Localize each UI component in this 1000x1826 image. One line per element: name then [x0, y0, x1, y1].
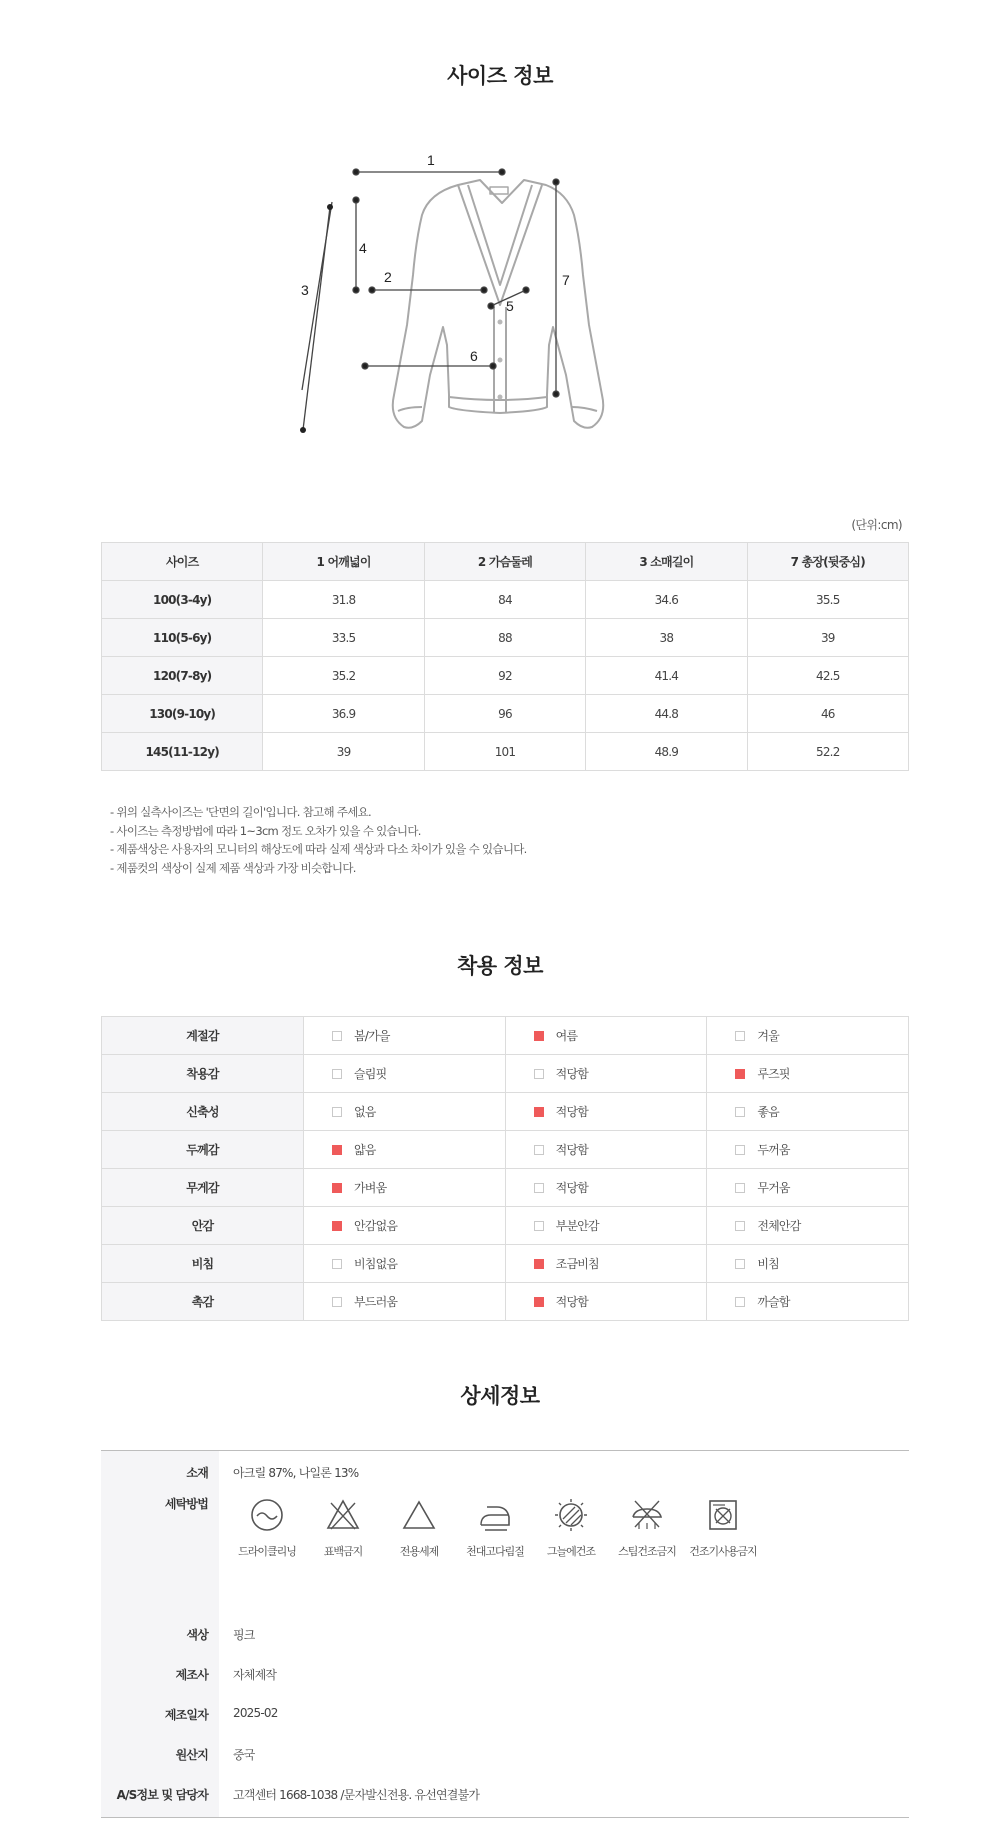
fit-row-label: 비침 [102, 1245, 304, 1283]
header-sleeve: 3 소매길이 [586, 543, 747, 581]
checked-box-icon [332, 1221, 342, 1231]
checked-box-icon [534, 1107, 544, 1117]
label-3: 3 [301, 282, 309, 298]
detail-value: 자체제작 [233, 1668, 277, 1682]
fit-option [304, 1169, 506, 1207]
label-4: 4 [359, 240, 367, 256]
detail-label: 제조사 [101, 1653, 219, 1693]
unchecked-box-icon [332, 1107, 342, 1117]
table-row: 120(7-8y) 35.2 92 41.4 42.5 [102, 657, 909, 695]
checked-box-icon [534, 1031, 544, 1041]
fit-option-label: 가벼움 [354, 1181, 387, 1195]
label-2: 2 [384, 269, 392, 285]
fit-option [505, 1207, 707, 1245]
checked-box-icon [332, 1183, 342, 1193]
fit-row [102, 1207, 909, 1245]
fit-option-label: 부드러움 [354, 1295, 398, 1309]
fit-option-label: 적당함 [555, 1143, 589, 1157]
fit-option-label: 겨울 [757, 1029, 779, 1043]
sleeve-measure-line [290, 195, 350, 445]
fit-option-label: 좋음 [757, 1105, 779, 1119]
detail-label: 원산지 [101, 1733, 219, 1773]
header-shoulder: 1 어깨넓이 [263, 543, 424, 581]
unchecked-box-icon [735, 1297, 745, 1307]
fit-option-label: 까슬함 [757, 1295, 790, 1309]
unchecked-box-icon [735, 1145, 745, 1155]
fit-option [707, 1017, 909, 1055]
label-6: 6 [470, 348, 478, 364]
shade-dry-icon [553, 1497, 589, 1533]
detail-section-title: 상세정보 [460, 1384, 540, 1408]
fit-option [505, 1017, 707, 1055]
fit-option [505, 1169, 707, 1207]
no-tumble-dry-icon [705, 1497, 741, 1533]
unchecked-box-icon [534, 1069, 544, 1079]
fit-row-label: 촉감 [102, 1283, 304, 1321]
fit-option-label: 적당함 [555, 1067, 589, 1081]
wash-item: 천대고다림질 [457, 1497, 533, 1559]
no-steam-dry-icon [629, 1497, 665, 1533]
label-5: 5 [506, 298, 514, 314]
washing-icons [229, 1491, 909, 1559]
header-size: 사이즈 [102, 543, 263, 581]
fit-option-label: 비침 [757, 1257, 779, 1271]
detergent-icon [401, 1497, 437, 1533]
cardigan-outline [393, 180, 604, 428]
fit-section-title: 착용 정보 [457, 954, 543, 978]
fit-row [102, 1283, 909, 1321]
unchecked-box-icon [534, 1183, 544, 1193]
fit-option-label: 비침없음 [354, 1257, 398, 1271]
fit-row [102, 1017, 909, 1055]
fit-option [707, 1245, 909, 1283]
header-chest: 2 가슴둘레 [424, 543, 585, 581]
fit-option [304, 1207, 506, 1245]
note-item: - 사이즈는 측정방법에 따라 1~3cm 정도 오차가 있을 수 있습니다. [110, 823, 421, 838]
detail-value: 중국 [233, 1748, 255, 1762]
fit-option-label: 없음 [354, 1105, 376, 1119]
fit-option [304, 1055, 506, 1093]
detail-table [101, 1450, 909, 1818]
fit-option-label: 조금비침 [555, 1257, 599, 1271]
note-item: - 제품컷의 색상이 실제 제품 색상과 가장 비슷합니다. [110, 860, 356, 875]
fit-option [304, 1093, 506, 1131]
unchecked-box-icon [735, 1183, 745, 1193]
fit-row-label: 착용감 [102, 1055, 304, 1093]
detail-row [101, 1693, 909, 1733]
fit-option-label: 얇음 [354, 1143, 376, 1157]
fit-option [707, 1131, 909, 1169]
fit-option-label: 전체안감 [757, 1219, 801, 1233]
fit-option [707, 1207, 909, 1245]
no-bleach-icon [325, 1497, 361, 1533]
fit-option [707, 1055, 909, 1093]
fit-option-label: 무거움 [757, 1181, 790, 1195]
unchecked-box-icon [534, 1145, 544, 1155]
fit-row [102, 1055, 909, 1093]
fit-table [101, 1016, 909, 1321]
fit-row-label: 무게감 [102, 1169, 304, 1207]
fit-option [707, 1093, 909, 1131]
detail-label: 제조일자 [101, 1693, 219, 1733]
fit-option-label: 여름 [555, 1029, 578, 1043]
fit-option [304, 1131, 506, 1169]
checked-box-icon [332, 1145, 342, 1155]
fit-option [304, 1017, 506, 1055]
fit-option [707, 1283, 909, 1321]
fit-option [304, 1283, 506, 1321]
cardigan-buttons [498, 320, 503, 400]
wash-item: 전용세제 [381, 1497, 457, 1559]
detail-label: 색상 [101, 1613, 219, 1653]
unchecked-box-icon [534, 1221, 544, 1231]
size-section-title: 사이즈 정보 [447, 64, 553, 88]
fit-row [102, 1169, 909, 1207]
fit-row [102, 1245, 909, 1283]
detail-row [101, 1733, 909, 1773]
fit-row-label: 두께감 [102, 1131, 304, 1169]
dry-clean-icon [249, 1497, 285, 1533]
unchecked-box-icon [332, 1259, 342, 1269]
unchecked-box-icon [735, 1221, 745, 1231]
detail-label: A/S정보 및 담당자 [101, 1773, 219, 1817]
table-row: 145(11-12y) 39 101 48.9 52.2 [102, 733, 909, 771]
unchecked-box-icon [332, 1297, 342, 1307]
table-row: 100(3-4y) 31.8 84 34.6 35.5 [102, 581, 909, 619]
fit-row-label: 계절감 [102, 1017, 304, 1055]
fit-row [102, 1093, 909, 1131]
checked-box-icon [534, 1259, 544, 1269]
wash-item: 표백금지 [305, 1497, 381, 1559]
header-length: 7 총장(뒷중심) [747, 543, 908, 581]
fit-row-label: 안감 [102, 1207, 304, 1245]
size-notes [110, 803, 527, 877]
checked-box-icon [534, 1297, 544, 1307]
detail-value: 핑크 [233, 1628, 255, 1642]
detail-row [101, 1613, 909, 1653]
table-row: 110(5-6y) 33.5 88 38 39 [102, 619, 909, 657]
table-header-row [102, 543, 909, 581]
fit-option-label: 부분안감 [555, 1219, 599, 1233]
iron-icon [477, 1497, 513, 1533]
cardigan-measurement-diagram [301, 145, 680, 450]
detail-value: 2025-02 [233, 1706, 278, 1720]
fit-option-label: 적당함 [555, 1105, 589, 1119]
fit-option-label: 루즈핏 [757, 1067, 790, 1081]
fit-option [505, 1283, 707, 1321]
table-row: 130(9-10y) 36.9 96 44.8 46 [102, 695, 909, 733]
fit-option-label: 적당함 [555, 1295, 589, 1309]
unchecked-box-icon [332, 1031, 342, 1041]
detail-row-material [101, 1451, 909, 1491]
detail-row [101, 1653, 909, 1693]
fit-option [505, 1093, 707, 1131]
fit-option [304, 1245, 506, 1283]
wash-item: 스팀건조금지 [609, 1497, 685, 1559]
detail-row-washing [101, 1491, 909, 1613]
detail-label: 소재 [101, 1451, 219, 1491]
fit-row [102, 1131, 909, 1169]
unchecked-box-icon [735, 1031, 745, 1041]
note-item: - 제품색상은 사용자의 모니터의 해상도에 따라 실제 색상과 다소 차이가 있을 수 있습니다. [110, 842, 527, 856]
unit-label: (단위:cm) [851, 518, 902, 532]
detail-label: 세탁방법 [101, 1491, 219, 1613]
fit-option [505, 1055, 707, 1093]
fit-option-label: 슬림핏 [354, 1067, 387, 1081]
wash-item: 건조기사용금지 [685, 1497, 761, 1559]
unchecked-box-icon [332, 1069, 342, 1079]
fit-row-label: 신축성 [102, 1093, 304, 1131]
note-item: - 위의 실측사이즈는 '단면의 길이'입니다. 참고해 주세요. [110, 805, 372, 819]
unchecked-box-icon [735, 1107, 745, 1117]
fit-option [707, 1169, 909, 1207]
wash-item: 드라이클리닝 [229, 1497, 305, 1559]
checked-box-icon [735, 1069, 745, 1079]
wash-item: 그늘에건조 [533, 1497, 609, 1559]
detail-value: 아크릴 87%, 나일론 13% [233, 1466, 359, 1480]
size-table [101, 542, 909, 771]
fit-option [505, 1131, 707, 1169]
fit-option-label: 두꺼움 [757, 1143, 790, 1157]
label-1: 1 [427, 152, 435, 168]
fit-option-label: 안감없음 [354, 1219, 398, 1233]
fit-option-label: 적당함 [555, 1181, 589, 1195]
fit-option [505, 1245, 707, 1283]
detail-value: 고객센터 1668-1038 /문자발신전용. 유선연결불가 [233, 1788, 480, 1802]
fit-option-label: 봄/가을 [354, 1029, 390, 1043]
detail-row [101, 1773, 909, 1817]
label-7: 7 [562, 272, 570, 288]
unchecked-box-icon [735, 1259, 745, 1269]
